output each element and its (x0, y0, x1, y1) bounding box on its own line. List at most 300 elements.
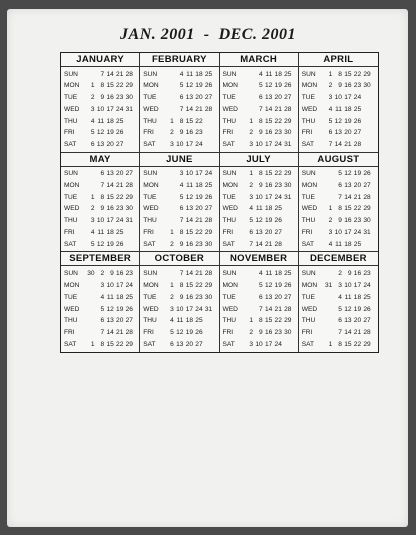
date-cell: 8 (100, 341, 105, 349)
date-cell: 13 (176, 341, 184, 349)
date-cell: 20 (185, 341, 194, 349)
date-cell: 13 (185, 94, 194, 102)
date-cell: 25 (284, 70, 292, 78)
date-cell: 29 (363, 205, 371, 213)
date-cell: 4 (328, 240, 333, 248)
date-cell: 3 (170, 140, 174, 148)
date-cell: 17 (344, 228, 352, 236)
calendar-title: JAN. 2001 - DEC. 2001 (120, 26, 296, 43)
date-cell: 8 (259, 117, 263, 125)
week-row-fri (220, 227, 298, 238)
date-cell: 26 (284, 82, 292, 90)
date-cell: 29 (204, 228, 213, 236)
month-december (299, 252, 378, 352)
calendar-grid (60, 52, 379, 353)
date-cell: 16 (185, 129, 194, 137)
date-cell: 14 (334, 140, 342, 148)
date-cell (361, 92, 371, 103)
date-cell: 16 (344, 82, 352, 90)
date-cell: 22 (116, 341, 124, 349)
date-cell (361, 139, 371, 150)
date-cell: 23 (195, 293, 203, 301)
date-cell: 19 (116, 305, 124, 313)
date-cell: 5 (328, 117, 333, 125)
date-cell: 3 (100, 281, 105, 289)
month-days (61, 266, 139, 352)
date-cell: 28 (125, 182, 133, 190)
date-cell: 5 (100, 305, 105, 313)
day-name-label: SUN (64, 70, 78, 78)
date-cell: 4 (179, 70, 184, 78)
week-row-tue (220, 92, 298, 103)
date-cell: 18 (195, 70, 203, 78)
month-name: NOVEMBER (220, 252, 298, 266)
date-cell: 17 (344, 94, 352, 102)
week-row-sun (299, 168, 378, 179)
day-name-label: SAT (301, 140, 315, 148)
date-cell: 30 (125, 94, 133, 102)
date-cell (361, 239, 371, 250)
week-row-fri (140, 227, 218, 238)
date-cell: 26 (116, 240, 124, 248)
date-cell: 29 (284, 317, 292, 325)
date-cell: 3 (328, 228, 333, 236)
date-cell: 9 (347, 270, 352, 278)
week-row-thu (220, 315, 298, 326)
week-row-sat (140, 339, 218, 350)
date-cell: 8 (179, 117, 184, 125)
day-name-label: TUE (301, 293, 315, 301)
date-cell: 20 (106, 140, 114, 148)
date-cell: 26 (195, 329, 203, 337)
date-cell: 7 (179, 270, 184, 278)
day-name-label: TUE (222, 193, 236, 201)
date-cell: 2 (100, 270, 105, 278)
date-cell (85, 168, 95, 179)
date-cell: 5 (249, 217, 254, 225)
date-cell: 31 (204, 305, 213, 313)
day-name-label: SAT (143, 140, 156, 148)
week-row-fri (61, 327, 139, 338)
date-cell (164, 104, 174, 115)
date-cell: 1 (170, 117, 174, 125)
week-row-thu (220, 215, 298, 226)
week-row-sat (61, 339, 139, 350)
week-row-fri (140, 327, 218, 338)
date-cell: 6 (338, 317, 342, 325)
date-cell (282, 203, 292, 214)
date-cell: 28 (204, 270, 213, 278)
date-cell: 31 (325, 281, 333, 289)
date-cell: 10 (96, 105, 105, 113)
date-cell: 27 (204, 205, 213, 213)
date-cell: 6 (179, 205, 184, 213)
date-cell: 19 (353, 305, 362, 313)
date-cell: 30 (284, 182, 292, 190)
date-cell: 18 (353, 293, 362, 301)
month-name: JUNE (140, 153, 218, 167)
date-cell: 28 (125, 329, 133, 337)
date-cell: 2 (249, 182, 254, 190)
date-cell (361, 116, 371, 127)
day-name-label: THU (64, 217, 78, 225)
day-name-label: THU (143, 117, 157, 125)
date-cell: 17 (106, 105, 114, 113)
date-cell: 30 (363, 82, 371, 90)
day-name-label: FRI (301, 228, 313, 236)
date-cell: 21 (195, 270, 203, 278)
week-row-mon (140, 280, 218, 291)
date-cell: 22 (274, 170, 282, 178)
date-cell: 10 (96, 217, 105, 225)
date-cell: 27 (274, 228, 282, 236)
date-cell: 30 (363, 217, 371, 225)
date-cell: 9 (110, 270, 114, 278)
date-cell: 11 (97, 228, 105, 236)
date-cell: 3 (170, 305, 174, 313)
day-name-label: MON (64, 281, 80, 289)
date-cell (164, 69, 174, 80)
week-row-tue (299, 92, 378, 103)
month-name: DECEMBER (299, 252, 378, 266)
week-row-tue (220, 192, 298, 203)
date-cell: 24 (125, 281, 133, 289)
week-row-fri (61, 127, 139, 138)
date-cell: 14 (106, 70, 114, 78)
date-cell: 25 (353, 105, 362, 113)
date-cell: 13 (106, 170, 114, 178)
month-days (140, 67, 218, 152)
week-row-sat (140, 139, 218, 150)
date-cell: 29 (125, 82, 133, 90)
date-cell: 16 (106, 94, 114, 102)
week-row-sun (299, 69, 378, 80)
date-cell: 29 (284, 117, 292, 125)
date-cell: 15 (264, 317, 273, 325)
date-cell: 9 (259, 182, 263, 190)
week-row-tue (140, 192, 218, 203)
week-row-fri (220, 327, 298, 338)
date-cell: 20 (264, 228, 273, 236)
date-cell: 18 (116, 293, 124, 301)
week-row-sat (220, 339, 298, 350)
date-cell: 2 (328, 217, 333, 225)
week-row-sat (140, 239, 218, 250)
date-cell: 25 (353, 240, 362, 248)
week-row-mon (299, 280, 378, 291)
day-name-label: SAT (64, 341, 77, 349)
date-cell: 7 (100, 182, 105, 190)
date-cell: 26 (284, 281, 292, 289)
week-row-thu (61, 215, 139, 226)
week-row-mon (220, 80, 298, 91)
date-cell (164, 215, 174, 226)
date-cell: 15 (344, 70, 352, 78)
date-cell: 4 (90, 117, 95, 125)
day-name-label: WED (143, 305, 159, 313)
date-cell: 6 (179, 94, 184, 102)
date-cell: 3 (328, 94, 333, 102)
date-cell: 25 (274, 205, 282, 213)
date-cell: 11 (335, 240, 342, 248)
date-cell: 21 (195, 217, 203, 225)
date-cell: 24 (353, 228, 362, 236)
date-cell: 22 (195, 228, 203, 236)
date-cell: 10 (255, 193, 263, 201)
day-name-label: FRI (64, 329, 75, 337)
week-row-wed (220, 104, 298, 115)
date-cell: 8 (179, 228, 184, 236)
date-cell: 2 (338, 270, 342, 278)
date-cell: 8 (338, 205, 342, 213)
date-cell: 12 (106, 305, 114, 313)
date-cell: 8 (100, 82, 105, 90)
week-row-fri (299, 327, 378, 338)
day-name-label: SUN (301, 70, 316, 78)
date-cell: 11 (97, 117, 105, 125)
date-cell: 17 (264, 193, 273, 201)
date-cell: 2 (249, 329, 254, 337)
day-name-label: MON (301, 182, 318, 190)
day-name-label: WED (143, 105, 159, 113)
date-cell: 11 (335, 105, 342, 113)
date-cell: 27 (125, 170, 133, 178)
day-name-label: TUE (301, 94, 315, 102)
week-row-mon (61, 80, 139, 91)
month-days (140, 167, 218, 252)
date-cell (164, 92, 174, 103)
date-cell: 16 (264, 129, 273, 137)
date-cell: 9 (338, 217, 342, 225)
week-row-sun (299, 268, 378, 279)
date-cell: 22 (195, 117, 203, 125)
date-cell: 9 (179, 129, 184, 137)
date-cell: 6 (259, 94, 263, 102)
date-cell: 15 (106, 193, 114, 201)
date-cell: 9 (179, 240, 184, 248)
date-cell: 15 (185, 117, 194, 125)
week-row-mon (140, 80, 218, 91)
week-row-tue (61, 92, 139, 103)
month-days (220, 67, 298, 152)
date-cell: 21 (353, 329, 362, 337)
date-cell: 16 (264, 182, 273, 190)
date-cell: 17 (116, 281, 124, 289)
date-cell: 30 (204, 293, 213, 301)
date-cell: 30 (204, 240, 213, 248)
date-cell: 21 (274, 105, 282, 113)
date-cell (244, 92, 254, 103)
day-name-label: TUE (143, 193, 157, 201)
day-name-label: THU (64, 317, 78, 325)
month-name: OCTOBER (140, 252, 218, 266)
date-cell: 29 (204, 281, 213, 289)
date-cell: 16 (116, 270, 124, 278)
date-cell: 21 (274, 305, 282, 313)
week-row-sun (61, 168, 139, 179)
week-row-wed (220, 203, 298, 214)
date-cell: 20 (116, 317, 124, 325)
week-row-mon (299, 180, 378, 191)
date-cell: 14 (255, 240, 263, 248)
date-cell (323, 180, 333, 191)
date-cell: 21 (264, 240, 273, 248)
date-cell: 2 (90, 205, 95, 213)
date-cell: 7 (259, 105, 263, 113)
date-cell: 31 (125, 217, 133, 225)
month-july (220, 153, 299, 253)
date-cell (244, 304, 254, 315)
date-cell: 2 (249, 129, 254, 137)
date-cell: 16 (353, 270, 362, 278)
date-cell: 25 (204, 70, 213, 78)
date-cell: 24 (274, 341, 282, 349)
date-cell (282, 227, 292, 238)
month-name: AUGUST (299, 153, 378, 167)
date-cell: 21 (116, 70, 124, 78)
day-name-label: TUE (64, 94, 78, 102)
month-name: JANUARY (61, 53, 139, 67)
week-row-sat (299, 239, 378, 250)
date-cell: 12 (255, 217, 263, 225)
date-cell: 5 (170, 329, 174, 337)
date-cell: 12 (344, 170, 352, 178)
date-cell (164, 192, 174, 203)
week-row-thu (299, 315, 378, 326)
date-cell (85, 180, 95, 191)
date-cell: 7 (100, 70, 105, 78)
week-row-fri (299, 127, 378, 138)
day-name-label: SUN (143, 170, 158, 178)
week-row-mon (61, 280, 139, 291)
day-name-label: SAT (143, 240, 156, 248)
date-cell: 11 (265, 70, 273, 78)
date-cell: 16 (344, 217, 352, 225)
date-cell: 12 (334, 117, 342, 125)
date-cell: 23 (195, 240, 203, 248)
date-cell: 20 (353, 182, 362, 190)
date-cell: 4 (259, 70, 263, 78)
date-cell: 31 (284, 193, 292, 201)
day-name-label: WED (222, 305, 238, 313)
date-cell: 17 (106, 217, 114, 225)
week-row-sun (220, 168, 298, 179)
date-cell (85, 292, 95, 303)
date-cell: 11 (186, 70, 194, 78)
date-cell (85, 304, 95, 315)
date-cell: 18 (344, 105, 352, 113)
date-cell: 12 (185, 82, 194, 90)
week-row-fri (220, 127, 298, 138)
week-row-wed (140, 104, 218, 115)
month-october (140, 252, 219, 352)
day-name-label: TUE (143, 94, 157, 102)
date-cell: 5 (179, 193, 184, 201)
date-cell: 20 (353, 317, 362, 325)
date-cell: 16 (106, 205, 114, 213)
date-cell: 26 (125, 305, 133, 313)
month-name: FEBRUARY (140, 53, 218, 67)
week-row-wed (61, 104, 139, 115)
week-row-sat (61, 239, 139, 250)
day-name-label: MON (301, 82, 318, 90)
day-name-label: MON (64, 82, 80, 90)
date-cell: 4 (100, 293, 105, 301)
date-cell: 4 (259, 270, 263, 278)
date-cell: 23 (116, 94, 124, 102)
date-cell: 13 (344, 317, 352, 325)
date-cell: 13 (255, 228, 263, 236)
date-cell (244, 292, 254, 303)
date-cell: 18 (264, 205, 273, 213)
date-cell: 4 (328, 105, 333, 113)
date-cell: 1 (249, 117, 254, 125)
date-cell: 18 (106, 117, 114, 125)
date-cell: 27 (363, 182, 371, 190)
date-cell: 26 (204, 82, 213, 90)
date-cell: 21 (116, 329, 124, 337)
date-cell: 9 (100, 94, 105, 102)
date-cell (244, 80, 254, 91)
date-cell: 18 (274, 270, 282, 278)
date-cell: 10 (334, 94, 342, 102)
date-cell: 16 (264, 329, 273, 337)
week-row-sun (61, 69, 139, 80)
day-name-label: FRI (301, 329, 313, 337)
date-cell: 9 (259, 329, 263, 337)
month-april (299, 53, 378, 153)
month-days (61, 67, 139, 152)
date-cell: 20 (195, 94, 203, 102)
date-cell: 31 (363, 228, 371, 236)
date-cell: 3 (249, 193, 254, 201)
date-cell: 21 (353, 193, 362, 201)
date-cell: 15 (264, 170, 273, 178)
date-cell: 19 (274, 82, 282, 90)
week-row-thu (140, 116, 218, 127)
week-row-tue (220, 292, 298, 303)
week-row-fri (140, 127, 218, 138)
day-name-label: WED (301, 305, 318, 313)
date-cell: 22 (274, 317, 282, 325)
date-cell: 7 (100, 329, 105, 337)
date-cell: 27 (353, 129, 362, 137)
date-cell: 23 (353, 82, 362, 90)
week-row-tue (61, 292, 139, 303)
date-cell: 22 (353, 205, 362, 213)
date-cell: 21 (344, 140, 352, 148)
date-cell: 22 (353, 70, 362, 78)
date-cell: 30 (284, 329, 292, 337)
date-cell: 20 (274, 94, 282, 102)
week-row-thu (61, 116, 139, 127)
day-name-label: WED (222, 105, 238, 113)
date-cell: 21 (116, 182, 124, 190)
week-row-mon (61, 180, 139, 191)
week-row-sun (220, 268, 298, 279)
date-cell: 7 (338, 193, 342, 201)
month-february (140, 53, 219, 153)
day-name-label: WED (301, 205, 318, 213)
date-cell: 11 (106, 293, 114, 301)
day-name-label: MON (222, 281, 238, 289)
date-cell: 5 (338, 305, 342, 313)
date-cell (203, 139, 213, 150)
date-cell: 3 (90, 217, 95, 225)
date-cell: 2 (90, 94, 95, 102)
date-cell: 6 (100, 170, 105, 178)
date-cell: 10 (334, 228, 342, 236)
